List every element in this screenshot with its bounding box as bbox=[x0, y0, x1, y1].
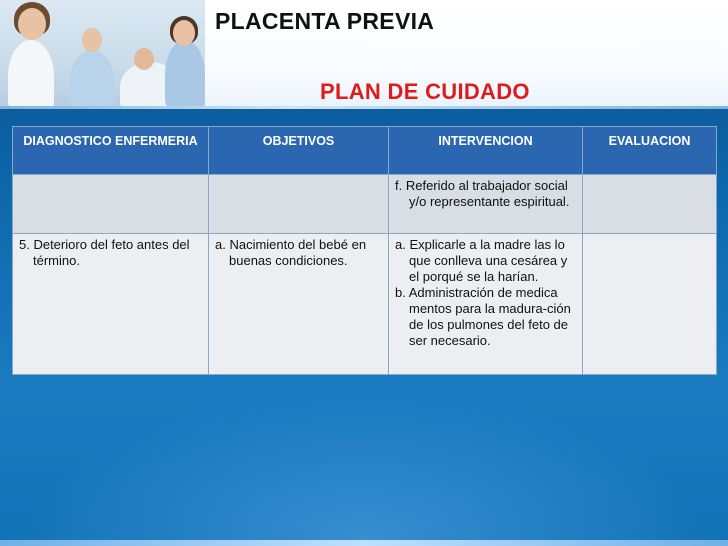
cell-intervencion bbox=[389, 234, 583, 375]
footer-line bbox=[0, 540, 728, 546]
column-header-objetivos: OBJETIVOS bbox=[209, 127, 389, 175]
intervention-item: f. Referido al trabajador social y/o representante espiritual. bbox=[395, 178, 570, 209]
intervention-item: b. Administración de medica mentos para la madura-ción de los pulmones del feto de ser necesario. bbox=[395, 285, 571, 348]
cell-objetivos bbox=[209, 234, 389, 375]
cell-objetivos bbox=[209, 175, 389, 234]
column-header-evaluacion: EVALUACION bbox=[583, 127, 717, 175]
diagnosis-item: 5. Deterioro del feto antes del término. bbox=[19, 237, 190, 268]
nurses-photo bbox=[0, 0, 205, 108]
objective-item: a. Nacimiento del bebé en buenas condiciones. bbox=[215, 237, 367, 268]
cell-evaluacion bbox=[583, 175, 717, 234]
column-header-diagnostico: DIAGNOSTICO ENFERMERIA bbox=[13, 127, 209, 175]
background-glow bbox=[0, 380, 728, 546]
cell-diagnostico bbox=[13, 175, 209, 234]
slide-subtitle: PLAN DE CUIDADO bbox=[320, 79, 530, 104]
table-header-row bbox=[13, 127, 717, 175]
column-header-intervencion: INTERVENCION bbox=[389, 127, 583, 175]
header-divider bbox=[0, 106, 728, 109]
slide-title: PLACENTA PREVIA bbox=[215, 8, 435, 34]
table-row bbox=[13, 234, 717, 375]
cell-diagnostico bbox=[13, 234, 209, 375]
intervention-item: a. Explicarle a la madre las lo que conlleva una cesárea y el porqué se la harían. bbox=[395, 237, 568, 284]
cell-evaluacion bbox=[583, 234, 717, 375]
table-row bbox=[13, 175, 717, 234]
cell-intervencion bbox=[389, 175, 583, 234]
care-plan-table bbox=[12, 126, 717, 375]
